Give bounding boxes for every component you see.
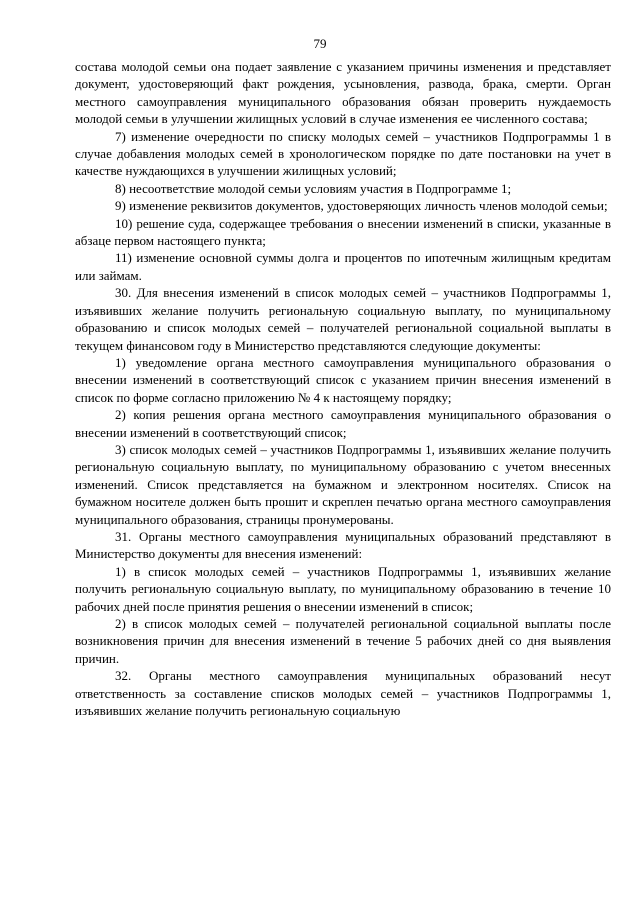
paragraph: 2) в список молодых семей – получателей региональной социальной выплаты после возникновения причин для внесения изменений в течение 5 рабочих дней со дня выявления причин.: [75, 616, 611, 666]
paragraph: состава молодой семьи она подает заявление с указанием причины изменения и представляет документ, удостоверяющий факт рождения, усыновления, развода, брака, смерти. Орган местного самоуправления муниципального образования обязан проверить нуждаемость молодой семьи в улучшении жилищных условий в случае изменения ее численного состава;: [75, 59, 611, 127]
paragraph: 30. Для внесения изменений в список молодых семей – участников Подпрограммы 1, изъявивших желание получить региональную социальную выплату, по муниципальному образованию и список молодых семей – получателей региональной социальной выплаты в текущем финансовом году в Министерство представляются следующие документы:: [75, 285, 611, 353]
paragraph: 9) изменение реквизитов документов, удостоверяющих личность членов молодой семьи;: [115, 198, 608, 214]
paragraph: 7) изменение очередности по списку молодых семей – участников Подпрограммы 1 в случае добавления молодых семей в хронологическом порядке по дате постановки на учет в качестве нуждающихся в улучшении жилищных условий;: [75, 128, 611, 179]
paragraph: 2) копия решения органа местного самоуправления муниципального образования о внесении изменений в соответствующий список;: [75, 407, 611, 440]
paragraph: 10) решение суда, содержащее требования о внесении изменений в списки, указанные в абзаце первом настоящего пункта;: [75, 215, 611, 249]
paragraph: 3) список молодых семей – участников Подпрограммы 1, изъявивших желание получить региональную социальную выплату, по муниципальному образованию с учетом внесенных изменений. Список представляется на бумажном и электронном носителях. Список на бумажном носителе должен быть прошит и скреплен печатью органа местного самоуправления муниципального образования, страницы пронумерованы.: [75, 441, 611, 527]
page-number: 79: [313, 36, 327, 51]
paragraph: 8) несоответствие молодой семьи условиям участия в Подпрограмме 1;: [115, 180, 512, 196]
document-body: [75, 58, 611, 719]
paragraph: 11) изменение основной суммы долга и процентов по ипотечным жилищным кредитам или займам.: [75, 250, 611, 283]
paragraph: 32. Органы местного самоуправления муниципальных образований несут ответственность за составление списков молодых семей – участников Подпрограммы 1, изъявивших желание получить региональную социальную: [75, 668, 611, 719]
paragraph: 31. Органы местного самоуправления муниципальных образований представляют в Министерство документы для внесения изменений:: [75, 528, 611, 562]
paragraph: 1) уведомление органа местного самоуправления муниципального образования о внесении изменений в соответствующий список с указанием причин внесения изменений в список по форме согласно приложению № 4 к настоящему порядку;: [75, 354, 611, 405]
paragraph: 1) в список молодых семей – участников Подпрограммы 1, изъявивших желание получить региональную социальную выплату, по муниципальному образованию в течение 10 рабочих дней после принятия решения о внесении изменений в список;: [75, 563, 611, 614]
